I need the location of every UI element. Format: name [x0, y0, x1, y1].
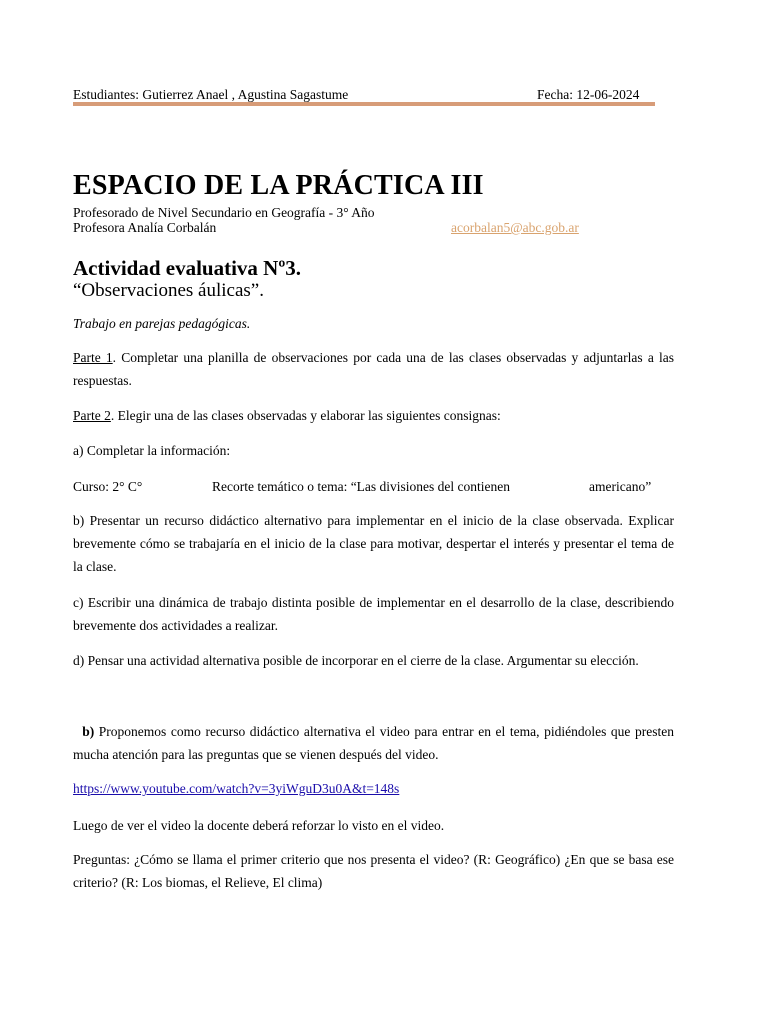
part-2-label: Parte 2: [73, 408, 111, 423]
teacher-line: Profesora Analía Corbalán: [73, 220, 217, 235]
students-line: Estudiantes: Gutierrez Anael , Agustina Sagastume: [73, 87, 349, 102]
recorte-text: Recorte temático o tema: “Las divisiones del contienen: [212, 479, 511, 494]
questions-paragraph: Preguntas: ¿Cómo se llama el primer criterio que nos presenta el video? (R: Geográfico) ¿En que se basa ese criterio? (R: Los biomas, el Relieve, El clima): [73, 852, 674, 890]
teacher-email-link[interactable]: acorbalan5@abc.gob.ar: [451, 220, 579, 235]
recorte-continuation: americano”: [589, 479, 652, 494]
pair-work-note: Trabajo en parejas pedagógicas.: [73, 316, 251, 331]
header-divider: [73, 102, 655, 106]
activity-subtitle: “Observaciones áulicas”.: [73, 280, 264, 301]
part-1-paragraph: [73, 346, 674, 392]
youtube-video-link[interactable]: https://www.youtube.com/watch?v=3yiWguD3u0A&t=148s: [73, 781, 400, 796]
program-line: Profesorado de Nivel Secundario en Geografía - 3° Año: [73, 205, 375, 220]
part-1-label: Parte 1: [73, 350, 113, 365]
answer-b-label: b): [82, 724, 95, 739]
page-title: ESPACIO DE LA PRÁCTICA III: [73, 170, 484, 201]
part-2-paragraph: [73, 404, 674, 427]
date-line: Fecha: 12-06-2024: [537, 87, 640, 102]
activity-title: Actividad evaluativa Nº3.: [73, 256, 302, 280]
answer-b-text: Proponemos como recurso didáctico alternativa el video para entrar en el tema, pidiéndoles que presten mucha atención para las preguntas que se vienen después del video.: [73, 724, 674, 762]
part-1-text: . Completar una planilla de observaciones por cada una de las clases observadas y adjuntarlas a las respuestas.: [73, 350, 674, 388]
consigna-b: b) Presentar un recurso didáctico alternativo para implementar en el inicio de la clase observada. Explicar brevemente cómo se trabajaría en el inicio de la clase para motivar, despertar el interés y presentar el tema de la clase.: [73, 513, 674, 574]
consigna-a: a) Completar la información:: [73, 443, 231, 458]
answer-b-paragraph: [73, 720, 674, 766]
curso-text: Curso: 2° C°: [73, 479, 143, 494]
consigna-d: d) Pensar una actividad alternativa posible de incorporar en el cierre de la clase. Argumentar su elección.: [73, 653, 639, 668]
consigna-c: c) Escribir una dinámica de trabajo distinta posible de implementar en el desarrollo de la clase, describiendo brevemente dos actividades a realizar.: [73, 595, 674, 633]
after-video-text: Luego de ver el video la docente deberá reforzar lo visto en el video.: [73, 818, 445, 833]
part-2-text: . Elegir una de las clases observadas y elaborar las siguientes consignas:: [110, 408, 501, 423]
